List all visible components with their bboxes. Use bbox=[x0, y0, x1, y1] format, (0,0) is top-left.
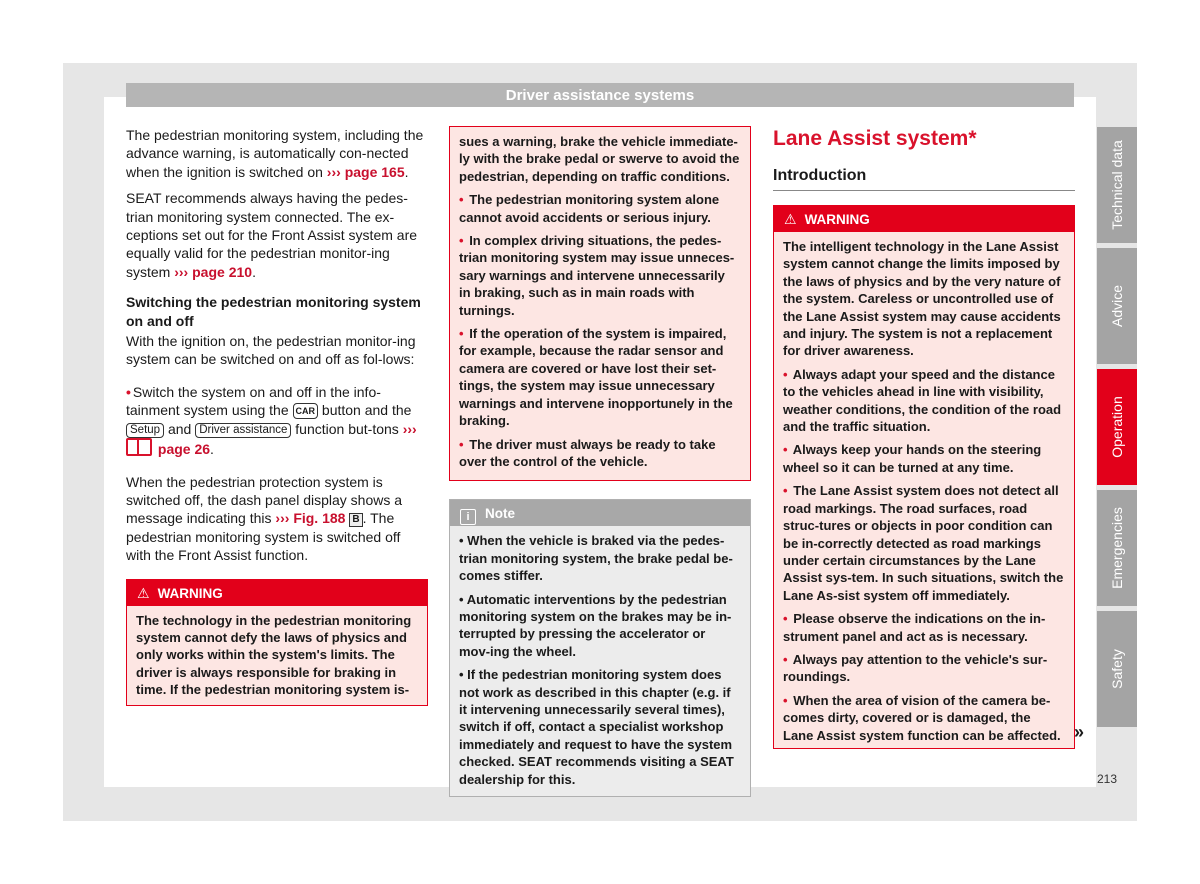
red-bullet-icon: • bbox=[783, 611, 788, 627]
bullet-switch-system: • Switch the system on and off in the info-tainment system using the CAR button and the Setup and Driver assistance function but-tons ››› page 26. bbox=[126, 383, 417, 458]
paragraph-recommendation: SEAT recommends always having the pedes-trian monitoring system connected. The ex-ceptions set out for the Front Assist system are equally valid for the pedestrian monitor-ing system ››› page 210. bbox=[126, 190, 418, 280]
note-box bbox=[449, 499, 751, 797]
red-bullet-icon: • bbox=[783, 692, 788, 708]
warning-bullet: • Always pay attention to the vehicle's sur-roundings. bbox=[783, 651, 1048, 685]
note-bullet: • Automatic interventions by the pedestrian monitoring system on the brakes may be in-terrupted by pressing the accelerator or mov-ing the wheel. bbox=[459, 591, 732, 659]
section-heading-lane-assist: Lane Assist system* bbox=[773, 127, 977, 150]
column-2 bbox=[449, 126, 751, 797]
red-bullet-icon: • bbox=[459, 436, 464, 452]
red-bullet-icon: • bbox=[783, 651, 788, 667]
tab-technical-data[interactable]: Technical data bbox=[1097, 127, 1137, 243]
red-bullet-icon: • bbox=[126, 383, 131, 400]
cross-ref-arrow: ››› bbox=[326, 163, 341, 180]
red-bullet-icon: • bbox=[783, 483, 788, 499]
book-icon bbox=[126, 438, 152, 456]
warning-body bbox=[127, 606, 427, 705]
warning-intro: The intelligent technology in the Lane Assist system cannot change the limits imposed by the laws of physics and by the very nature of the system. Careless or uncontrolled use of the Lane Assist system may cause accidents and injury. The system is not a replacement for driver awareness. bbox=[783, 239, 1061, 359]
tab-advice[interactable]: Advice bbox=[1097, 248, 1137, 364]
warning-body bbox=[774, 232, 1074, 748]
car-key-icon: CAR bbox=[293, 403, 319, 419]
link-page-26[interactable]: page 26 bbox=[157, 441, 211, 458]
warning-box-lane-assist bbox=[773, 205, 1075, 749]
paragraph-ignition: With the ignition on, the pedestrian monitor-ing system can be switched on and off as fol-lows: bbox=[126, 333, 416, 368]
subheading-switching: Switching the pedestrian monitoring system on and off bbox=[126, 294, 421, 329]
page-number: 213 bbox=[1097, 772, 1118, 786]
driver-assistance-key: Driver assistance bbox=[195, 423, 291, 438]
column-1 bbox=[126, 126, 428, 706]
warning-box-pedestrian bbox=[126, 579, 428, 706]
warning-text: The technology in the pedestrian monitoring system cannot defy the laws of physics and only works within the system's limits. The driver is always responsible for braking in time. If the pedestrian monitoring system is- bbox=[136, 612, 412, 698]
warning-bullet: • The Lane Assist system does not detect all road markings. The road surfaces, road struc-tures or objects in poor condition can be in-correctly detected as road markings under certain circumstances by the Lane Assist sys-tem. In such situations, switch the Lane As-sist system off immediately. bbox=[783, 483, 1064, 603]
subheading-introduction: Introduction bbox=[773, 166, 1075, 191]
link-fig-188[interactable]: Fig. 188 bbox=[293, 510, 346, 527]
cross-ref-arrow: ››› bbox=[275, 510, 290, 527]
note-bullet: • If the pedestrian monitoring system does not work as described in this chapter (e.g. if it intervening unnecessarily several times), switch if off, contact a specialist workshop immediately and request to have the system checked. SEAT recommends visiting a SEAT dealership for this. bbox=[459, 667, 734, 787]
red-bullet-icon: • bbox=[459, 326, 464, 342]
warning-bullet: • If the operation of the system is impaired, for example, because the radar sensor and camera are covered or have lost their set-tings, the system may issue unnecessary warnings and intervene inopportunely in the braking. bbox=[459, 326, 733, 429]
warning-triangle-icon: ⚠ bbox=[137, 584, 150, 601]
cross-ref-arrow: ››› bbox=[174, 263, 189, 280]
paragraph-protection-off: When the pedestrian protection system is switched off, the dash panel display shows a message indicating this ››› Fig. 188 B . The pedestrian monitoring system is switched off with the Front Assist function. bbox=[126, 473, 403, 564]
warning-box-continued bbox=[449, 126, 751, 481]
warning-title: ⚠ WARNING bbox=[127, 580, 427, 606]
note-title: i Note bbox=[450, 500, 750, 526]
tab-safety[interactable]: Safety bbox=[1097, 611, 1137, 727]
warning-bullet: • Always keep your hands on the steering wheel so it can be turned at any time. bbox=[783, 442, 1042, 475]
setup-key: Setup bbox=[126, 423, 164, 438]
info-icon: i bbox=[460, 509, 476, 525]
warning-bullet: • Please observe the indications on the in-strument panel and act as is necessary. bbox=[783, 611, 1046, 644]
warning-body-continued bbox=[450, 127, 750, 480]
note-body bbox=[450, 526, 750, 796]
red-bullet-icon: • bbox=[459, 192, 464, 208]
warning-bullet: • Always adapt your speed and the distance to the vehicles ahead in line with visibility, weather conditions, the condition of the road and the traffic situation. bbox=[783, 366, 1062, 435]
warning-bullet: • The pedestrian monitoring system alone cannot avoid accidents or serious injury. bbox=[459, 192, 720, 225]
warning-title: ⚠ WARNING bbox=[774, 206, 1074, 232]
red-bullet-icon: • bbox=[783, 442, 788, 458]
paragraph-auto-connect: The pedestrian monitoring system, including the advance warning, is automatically con-nected when the ignition is switched on ››› page 165. bbox=[126, 127, 424, 180]
figure-part-b-label: B bbox=[349, 513, 362, 527]
continue-arrow-icon: » bbox=[1074, 722, 1085, 742]
red-bullet-icon: • bbox=[783, 366, 788, 382]
warning-bullet: • In complex driving situations, the pedes-trian monitoring system may issue unneces-sary warnings and intervene unnecessarily in braking, such as in main roads with turnings. bbox=[459, 233, 735, 318]
warning-text-continued: sues a warning, brake the vehicle immediate-ly with the brake pedal or swerve to avoid the pedestrian, depending on traffic conditions. bbox=[459, 134, 740, 184]
link-page-165[interactable]: page 165 bbox=[344, 163, 405, 180]
warning-bullet: • The driver must always be ready to take over the control of the vehicle. bbox=[459, 436, 716, 469]
link-page-210[interactable]: page 210 bbox=[192, 263, 253, 280]
column-3 bbox=[773, 126, 1075, 749]
warning-bullet: • When the area of vision of the camera be-comes dirty, covered or is damaged, the Lane Assist system function can be affected. bbox=[783, 692, 1061, 743]
red-bullet-icon: • bbox=[459, 233, 464, 249]
note-bullet: • When the vehicle is braked via the pedes-trian monitoring system, the brake pedal be-comes stiffer. bbox=[459, 533, 733, 584]
warning-triangle-icon: ⚠ bbox=[784, 211, 797, 227]
section-header: Driver assistance systems bbox=[126, 83, 1074, 107]
tab-emergencies[interactable]: Emergencies bbox=[1097, 490, 1137, 606]
cross-ref-arrow: ››› bbox=[402, 420, 417, 437]
tab-operation[interactable]: Operation bbox=[1097, 369, 1137, 485]
